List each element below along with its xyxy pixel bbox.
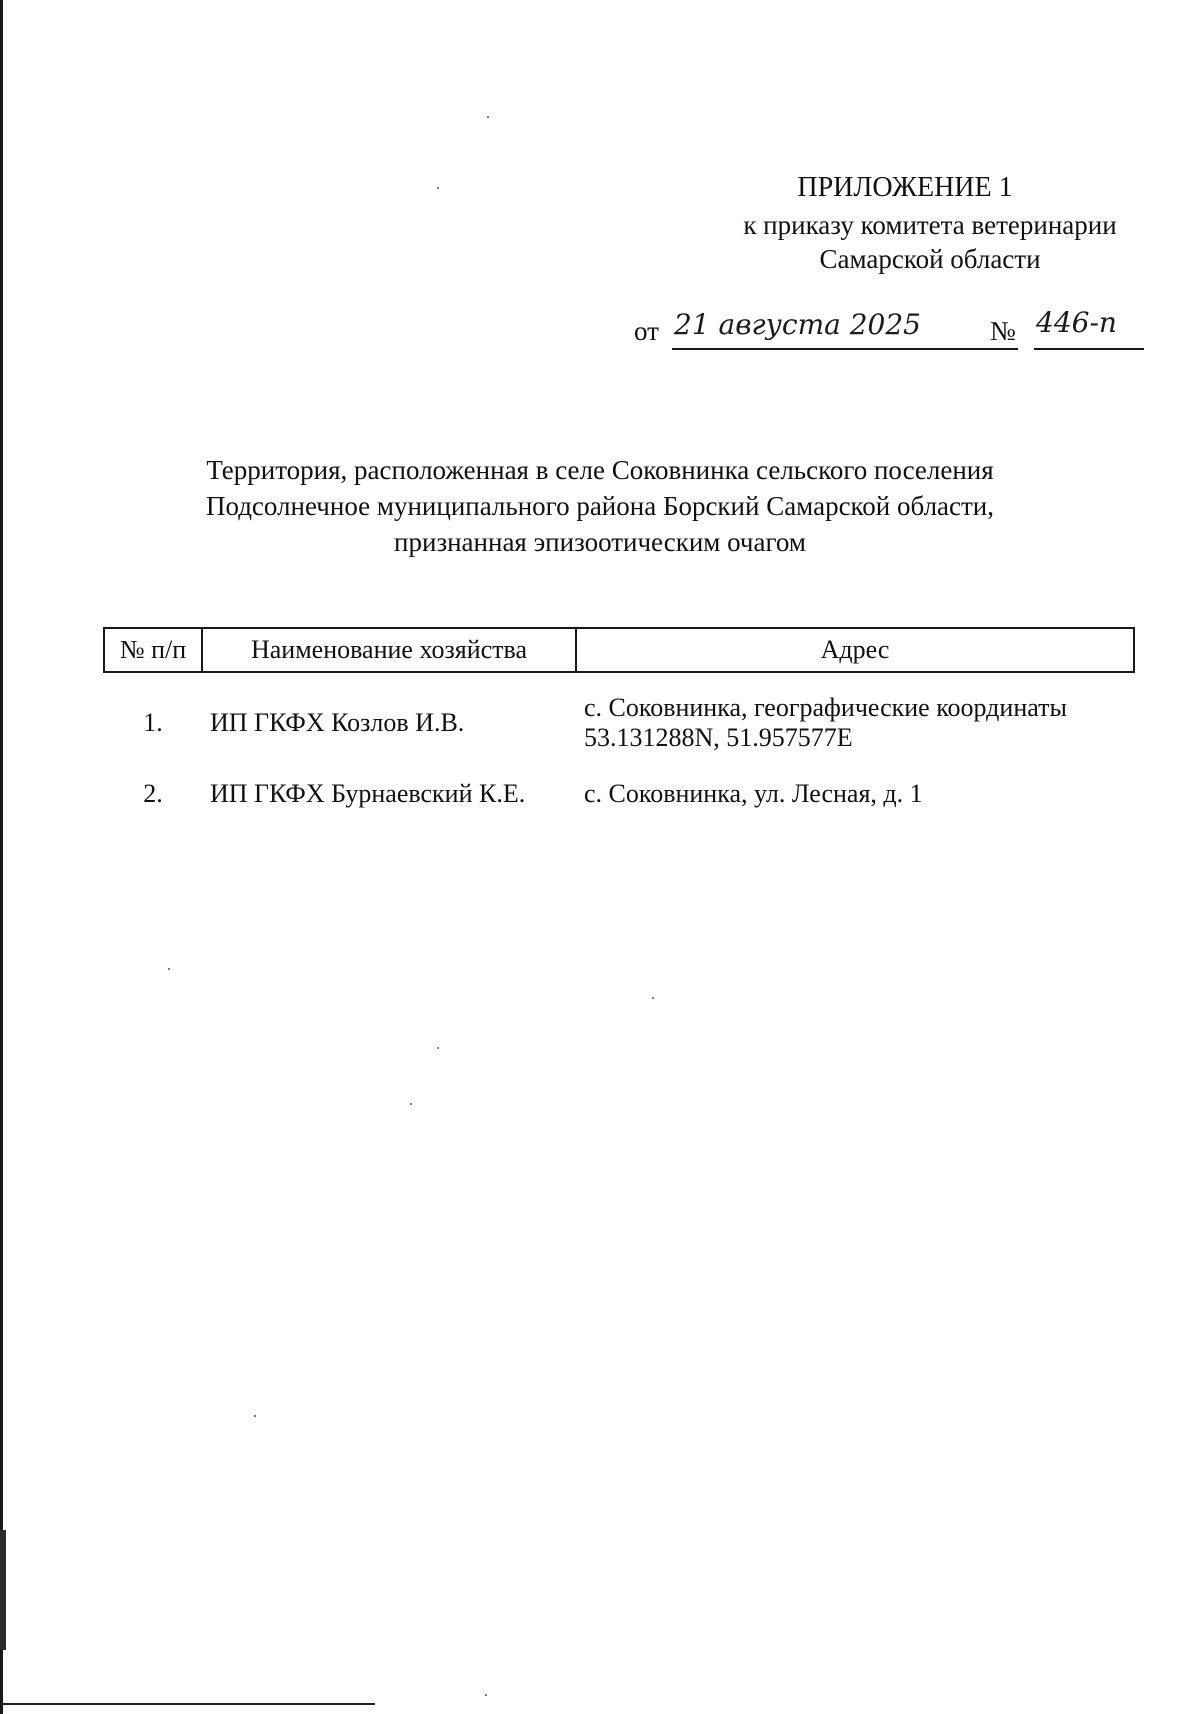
header-address: Адрес [576, 628, 1134, 672]
table-row [104, 763, 1134, 825]
scan-speck [254, 1415, 256, 1417]
appendix-title: ПРИЛОЖЕНИЕ 1 [797, 172, 1013, 203]
scan-bottom-line [0, 1703, 375, 1705]
scan-speck [437, 187, 439, 189]
scan-left-edge-mark [0, 1530, 6, 1650]
row-address [576, 763, 1134, 825]
row-number: 2. [143, 779, 163, 808]
document-title-line3: признанная эпизоотическим очагом [394, 527, 806, 557]
scan-speck [487, 116, 489, 118]
row-farm-name: ИП ГКФХ Бурнаевский К.Е. [210, 779, 526, 808]
scan-speck [168, 968, 170, 970]
document-title-line2: Подсолнечное муниципального района Борский Самарской области, [205, 491, 995, 521]
row-number: 1. [143, 708, 163, 737]
scan-speck [437, 1047, 439, 1049]
appendix-subtitle-line2: Самарской области [819, 244, 1041, 274]
appendix-subtitle-line1: к приказу комитета ветеринарии [743, 210, 1117, 240]
order-date-underline [672, 348, 1018, 350]
document-title-line1: Территория, расположенная в селе Соковнинка сельского поселения [206, 455, 994, 485]
scan-speck [410, 1103, 412, 1105]
table-row [104, 672, 1134, 763]
order-number-handwritten: 446-п [1036, 306, 1117, 339]
document-title [150, 452, 1050, 560]
row-farm-name: ИП ГКФХ Козлов И.В. [210, 708, 465, 737]
scan-left-edge [0, 0, 3, 1714]
row-address-line2: 53.131288N, 51.957577E [584, 723, 853, 752]
table-header-row [104, 628, 1134, 672]
header-number: № п/п [104, 628, 202, 672]
header-farm-name: Наименование хозяйства [202, 628, 576, 672]
order-date-prefix: от [634, 316, 659, 346]
row-address-line1: с. Соковнинка, географические координаты [584, 693, 1067, 722]
order-date-handwritten: 21 августа 2025 [674, 308, 921, 341]
order-number-label: № [990, 316, 1016, 346]
farms-table [103, 627, 1135, 825]
scan-speck [485, 1694, 487, 1696]
scan-speck [652, 997, 654, 999]
row-address-line1: с. Соковнинка, ул. Лесная, д. 1 [584, 779, 923, 808]
order-number-underline [1034, 348, 1144, 350]
row-address [576, 672, 1134, 763]
